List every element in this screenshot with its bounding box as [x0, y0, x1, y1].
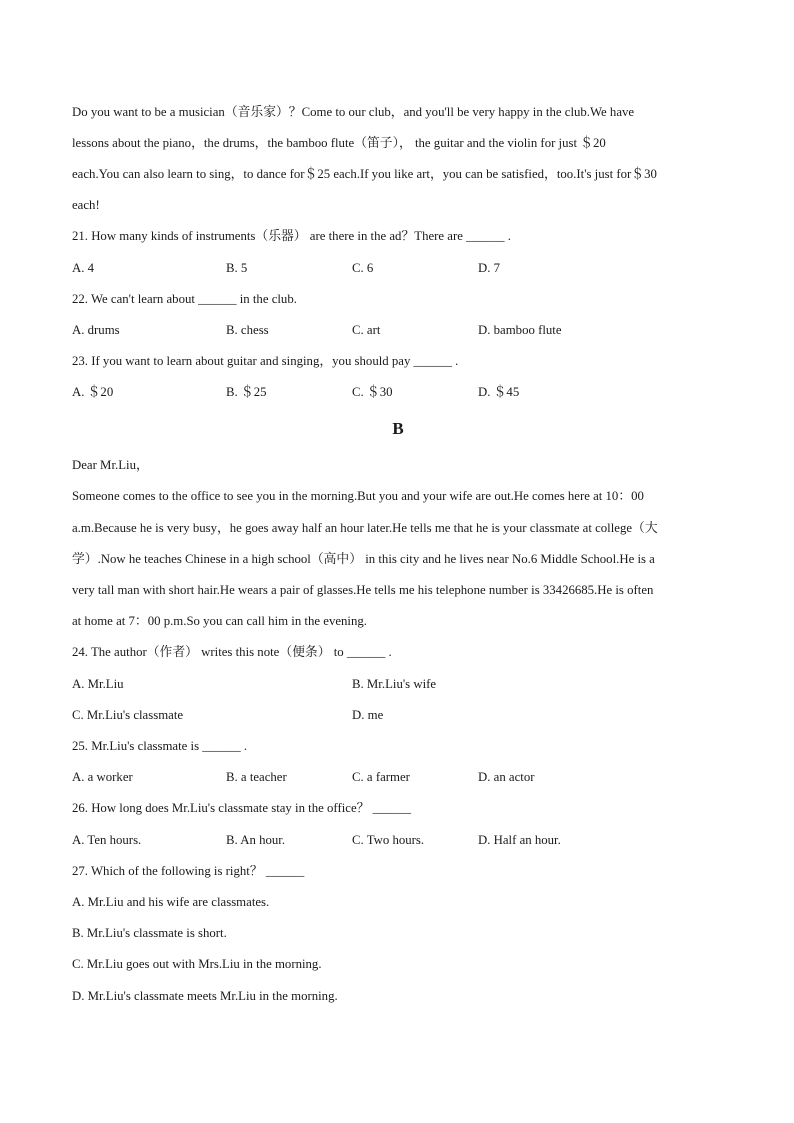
- question-27-option-a: A. Mr.Liu and his wife are classmates.: [72, 895, 270, 909]
- question-21-stem: 21. How many kinds of instruments（乐器） are there in the ad？There are ______ .: [72, 229, 511, 243]
- question-23-option-c: C. ＄30: [352, 385, 393, 399]
- note-salutation: Dear Mr.Liu，: [72, 458, 149, 472]
- question-21-option-c: C. 6: [352, 261, 374, 275]
- question-26-option-a: A. Ten hours.: [72, 833, 142, 847]
- passage-b-line-5: at home at 7：00 p.m.So you can call him in the evening.: [72, 614, 367, 628]
- passage-a-line-4: each!: [72, 198, 100, 212]
- question-22-option-c: C. art: [352, 323, 381, 337]
- question-23-option-a: A. ＄20: [72, 385, 114, 399]
- question-25-option-b: B. a teacher: [226, 770, 287, 784]
- question-25-option-c: C. a farmer: [352, 770, 410, 784]
- passage-a-line-2: lessons about the piano，the drums，the bamboo flute（笛子）， the guitar and the violin for just ＄20: [72, 136, 606, 150]
- passage-b-line-3: 学）.Now he teaches Chinese in a high school（高中） in this city and he lives near No.6 Middle School.He is a: [72, 552, 655, 566]
- question-21-option-d: D. 7: [478, 261, 501, 275]
- section-b-heading: B: [392, 419, 404, 438]
- question-25-option-a: A. a worker: [72, 770, 133, 784]
- question-27-stem: 27. Which of the following is right？ ______: [72, 864, 305, 878]
- question-27-option-b: B. Mr.Liu's classmate is short.: [72, 926, 227, 940]
- question-25-stem: 25. Mr.Liu's classmate is ______ .: [72, 739, 248, 753]
- passage-b-line-2: a.m.Because he is very busy，he goes away half an hour later.He tells me that he is your classmate at college（大: [72, 521, 658, 535]
- question-24-option-c: C. Mr.Liu's classmate: [72, 708, 184, 722]
- question-21-option-b: B. 5: [226, 261, 248, 275]
- question-24-stem: 24. The author（作者） writes this note（便条） to ______ .: [72, 645, 392, 659]
- question-25-option-d: D. an actor: [478, 770, 535, 784]
- question-27-option-c: C. Mr.Liu goes out with Mrs.Liu in the morning.: [72, 957, 322, 971]
- question-22-option-d: D. bamboo flute: [478, 323, 562, 337]
- question-22-stem: 22. We can't learn about ______ in the club.: [72, 292, 297, 306]
- question-22-option-a: A. drums: [72, 323, 120, 337]
- question-21-option-a: A. 4: [72, 261, 95, 275]
- question-26-option-d: D. Half an hour.: [478, 833, 561, 847]
- question-23-option-b: B. ＄25: [226, 385, 267, 399]
- question-24-option-a: A. Mr.Liu: [72, 677, 124, 691]
- question-23-option-d: D. ＄45: [478, 385, 520, 399]
- question-26-option-c: C. Two hours.: [352, 833, 425, 847]
- question-26-option-b: B. An hour.: [226, 833, 286, 847]
- question-26-stem: 26. How long does Mr.Liu's classmate stay in the office？ ______: [72, 801, 412, 815]
- question-22-option-b: B. chess: [226, 323, 269, 337]
- question-23-stem: 23. If you want to learn about guitar and singing，you should pay ______ .: [72, 354, 459, 368]
- question-27-option-d: D. Mr.Liu's classmate meets Mr.Liu in the morning.: [72, 989, 338, 1003]
- passage-b-line-4: very tall man with short hair.He wears a pair of glasses.He tells me his telephone number is 33426685.He is often: [72, 583, 654, 597]
- question-24-option-b: B. Mr.Liu's wife: [352, 677, 437, 691]
- passage-a-line-1: Do you want to be a musician（音乐家）？Come to our club，and you'll be very happy in the club.We have: [72, 105, 635, 119]
- question-24-option-d: D. me: [352, 708, 384, 722]
- passage-a-line-3: each.You can also learn to sing，to dance for＄25 each.If you like art，you can be satisfied，too.It's just for＄30: [72, 167, 657, 181]
- passage-b-line-1: Someone comes to the office to see you in the morning.But you and your wife are out.He comes here at 10：00: [72, 489, 644, 503]
